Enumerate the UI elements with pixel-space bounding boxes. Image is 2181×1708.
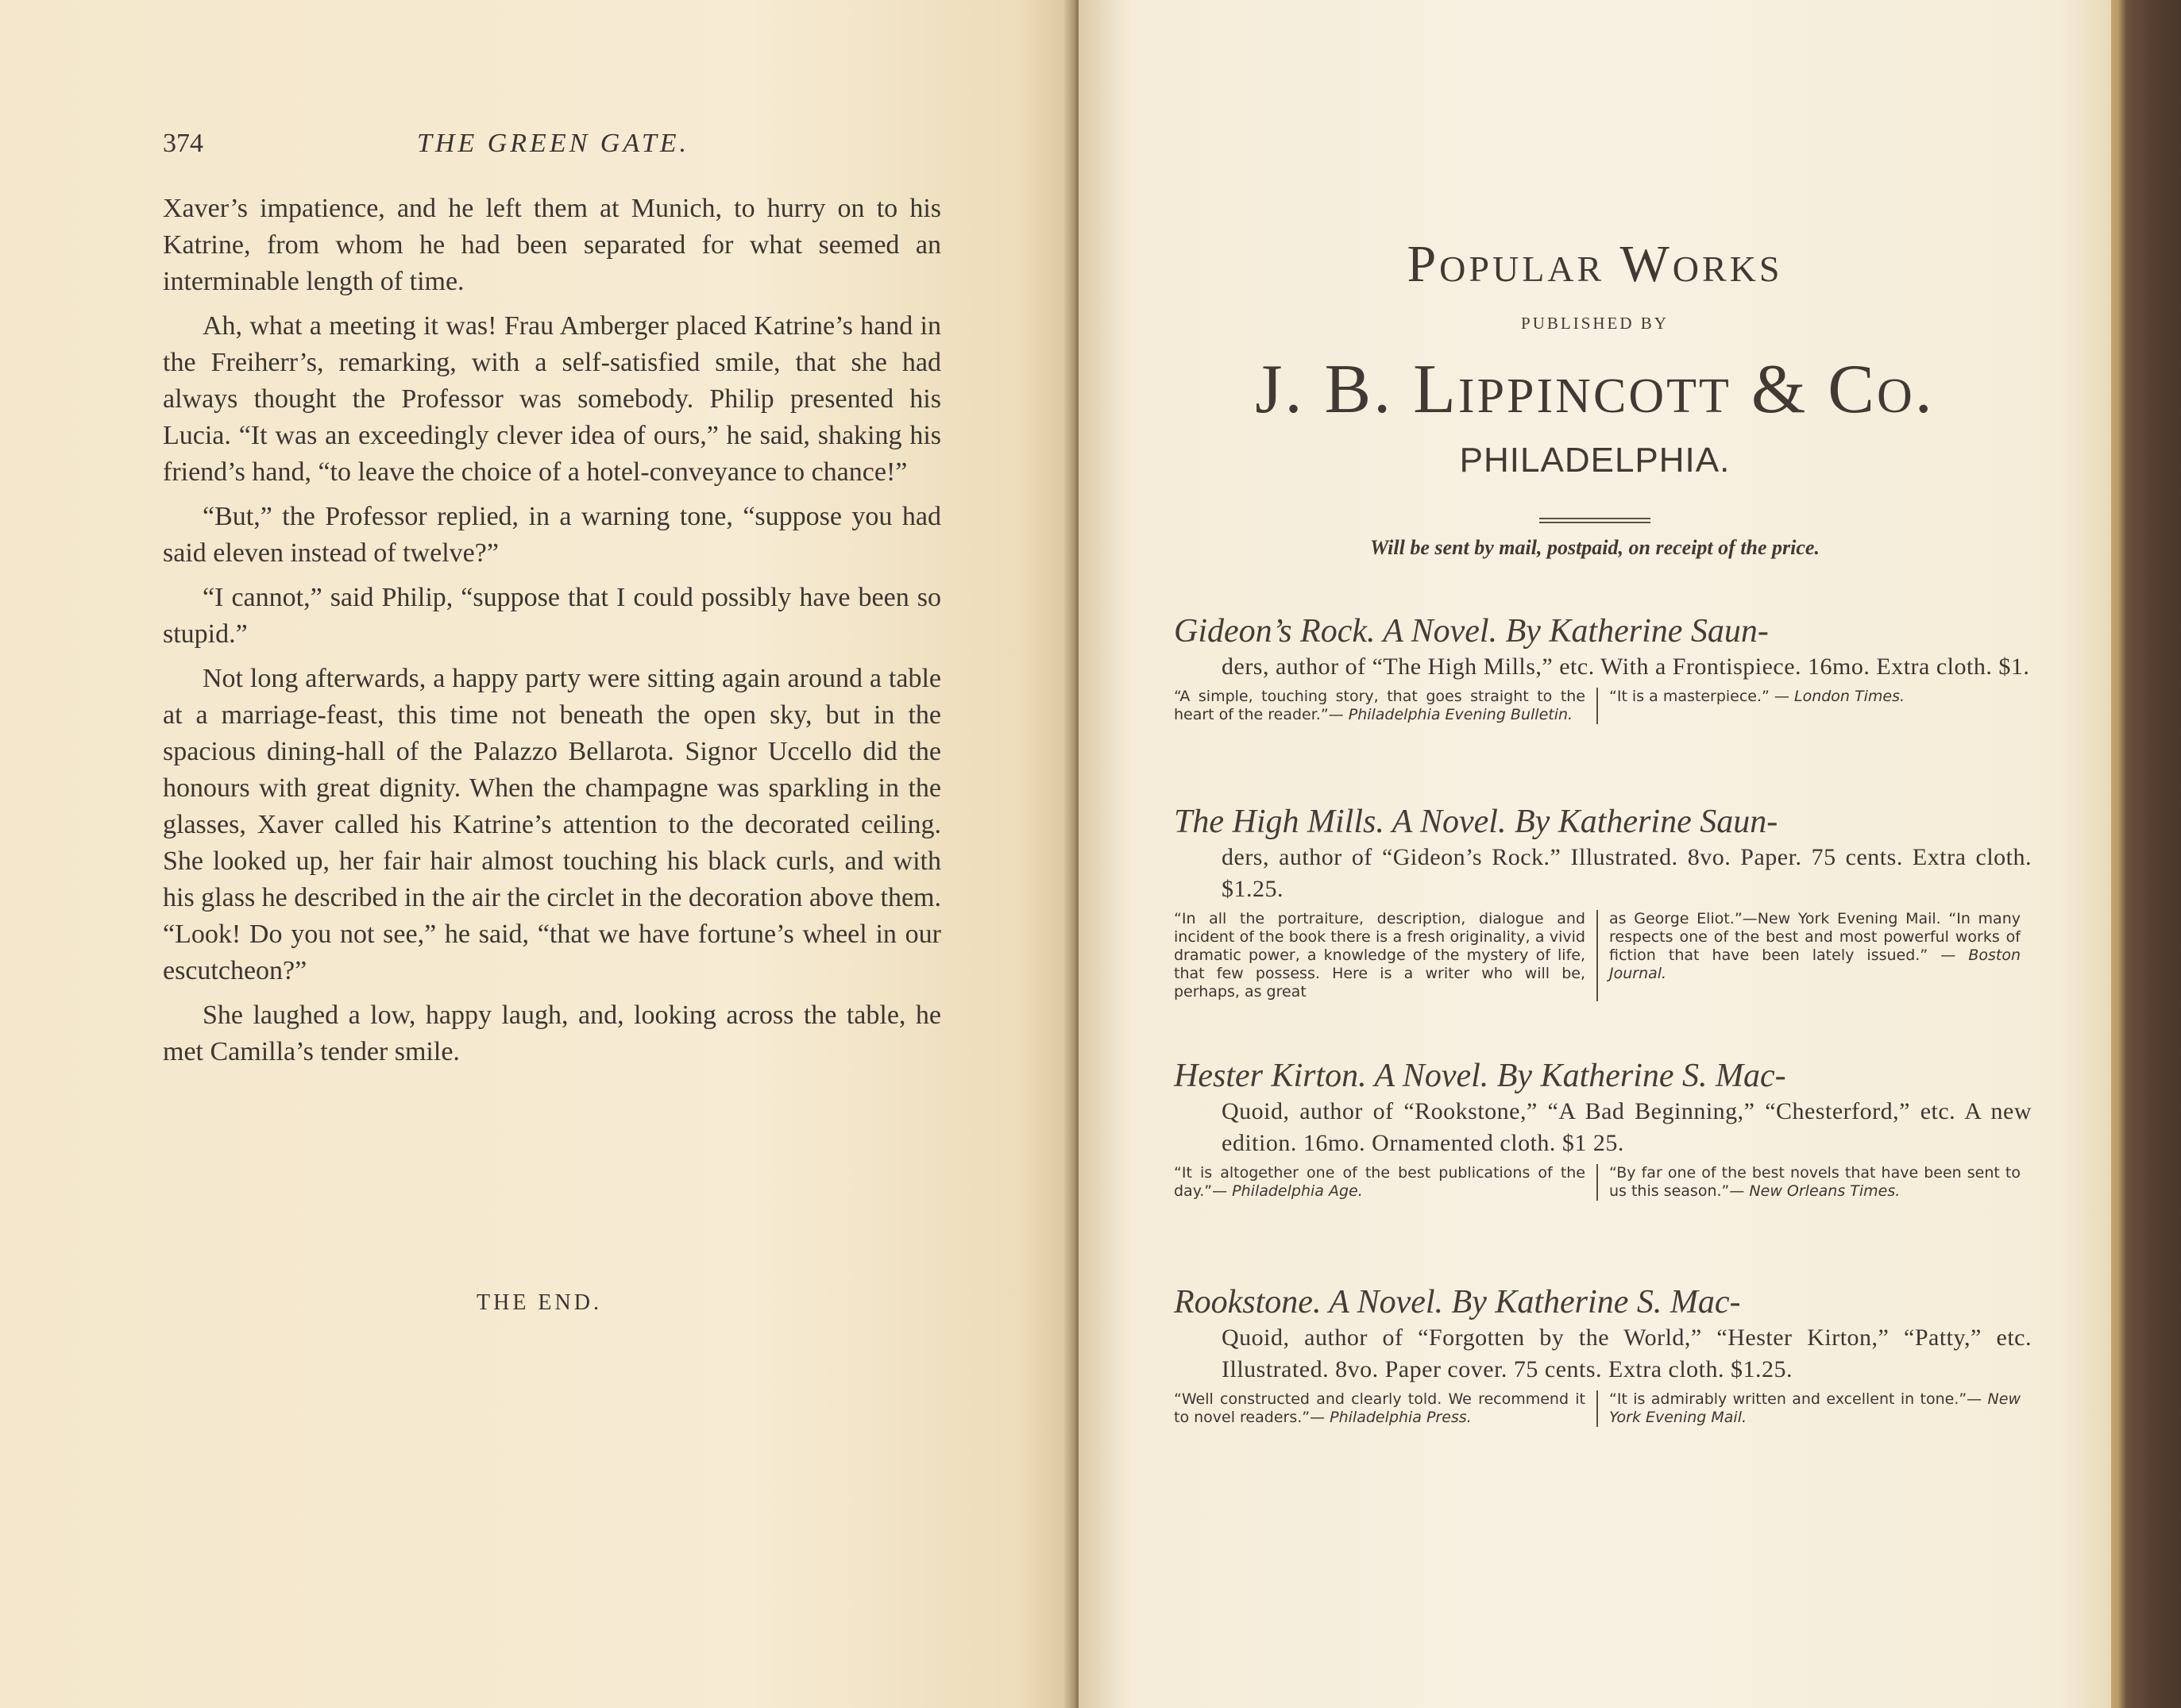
review-source: Philadelphia Age. [1232, 1182, 1363, 1200]
review-right [1598, 910, 2032, 1001]
book-title: The High Mills. A Novel. By Katherine Saun- [1174, 804, 1778, 840]
review-quote: “It is admirably written and excellent in tone.”— [1609, 1390, 1982, 1408]
reviews [1174, 1390, 2032, 1427]
publisher-city: PHILADELPHIA. [1459, 441, 1731, 480]
book-entry [1174, 802, 2032, 1001]
running-title: THE GREEN GATE. [417, 129, 690, 158]
review-quote: “By far one of the best novels that have been sent to us this season.”— [1609, 1164, 2021, 1200]
divider-rule [1539, 518, 1650, 519]
paragraph: Ah, what a meeting it was! Frau Amberger placed Katrine’s hand in the Freiherr’s, remarking, with a self-satisfied smile, that she had always thought the Professor was somebody. Philip presented his Lucia. “It was an exceedingly clever idea of ours,” he said, shaking his friend’s hand, “to leave the choice of a hotel-conveyance to chance!” [163, 311, 941, 487]
book-details: ders, author of “The High Mills,” etc. With a Frontispiece. 16mo. Extra cloth. $1. [1222, 654, 2030, 680]
page-number: 374 [163, 129, 203, 158]
paragraph: She laughed a low, happy laugh, and, looking across the table, he met Camilla’s tender smile. [163, 1001, 941, 1066]
reviews [1174, 1164, 2032, 1201]
book-title: Hester Kirton. A Novel. By Katherine S. Mac- [1174, 1058, 1786, 1094]
body-text [163, 191, 941, 1078]
mail-note: Will be sent by mail, postpaid, on receipt of the price. [1370, 536, 1820, 559]
review-quote: as George Eliot.”—New York Evening Mail. “In many respects one of the best and most powerful works of fiction that have been lately issued.” — [1609, 910, 2021, 964]
paragraph: Xaver’s impatience, and he left them at Munich, to hurry on to his Katrine, from whom he had been separated for what seemed an interminable length of time. [163, 194, 941, 296]
review-left [1174, 688, 1598, 724]
review-left [1174, 1164, 1598, 1201]
review-quote: “It is a masterpiece.” — [1609, 688, 1789, 705]
reviews [1174, 910, 2032, 1001]
book-details: Quoid, author of “Forgotten by the World,” “Hester Kirton,” “Patty,” etc. Illustrated. 8vo. Paper cover. 75 cents. Extra cloth. $1.25. [1222, 1324, 2032, 1382]
review-quote: “In all the portraiture, description, dialogue and incident of the book there is a fresh originality, a vivid dramatic power, a knowledge of the mystery of life, that few possess. Here is a writer who will be, perhaps, as great [1174, 910, 1585, 1001]
review-source: Boston Journal. [1609, 947, 2021, 982]
review-right [1598, 1390, 2032, 1427]
book-entry [1174, 1282, 2032, 1427]
review-source: New Orleans Times. [1749, 1182, 1901, 1200]
book-title: Rookstone. A Novel. By Katherine S. Mac- [1174, 1284, 1741, 1321]
review-right [1598, 688, 2032, 724]
review-source: Philadelphia Press. [1330, 1409, 1472, 1426]
right-page [1079, 0, 2111, 1708]
reviews [1174, 688, 2032, 724]
paragraph: Not long afterwards, a happy party were sitting again around a table at a marriage-feast, this time not beneath the open sky, but in the spacious dining-hall of the Palazzo Bellarota. Signor Uccello did the honours with great dignity. When the champagne was sparkling in the glasses, Xaver called his Katrine’s attention to the decorated ceiling. She looked up, her fair hair almost touching his black curls, and with his glass he described in the air the circlet in the decoration above them. “Look! Do you not see,” he said, “that we have fortune’s wheel in our escutcheon?” [163, 664, 941, 985]
left-page [0, 0, 1074, 1708]
book-entry [1174, 611, 2032, 724]
review-right [1598, 1164, 2032, 1201]
the-end: THE END. [477, 1290, 602, 1315]
review-quote: “A simple, touching story, that goes straight to the heart of the reader.”— [1174, 688, 1585, 723]
review-source: New York Evening Mail. [1609, 1390, 2021, 1426]
book-title: Gideon’s Rock. A Novel. By Katherine Saun- [1174, 613, 1769, 650]
review-left [1174, 910, 1598, 1001]
book-cover-edge [2111, 0, 2181, 1708]
book-details: Quoid, author of “Rookstone,” “A Bad Beginning,” “Chesterford,” etc. A new edition. 16mo. Ornamented cloth. $1 25. [1222, 1098, 2032, 1156]
paragraph: “I cannot,” said Philip, “suppose that I could possibly have been so stupid.” [163, 583, 941, 649]
book-entry [1174, 1056, 2032, 1201]
review-source: London Times. [1793, 688, 1905, 705]
published-by: PUBLISHED BY [1521, 314, 1669, 333]
ad-heading: Popular Works [1407, 235, 1783, 293]
review-source: Philadelphia Evening Bulletin. [1348, 706, 1573, 723]
publisher-name: J. B. Lippincott & Co. [1255, 351, 1935, 428]
review-quote: “It is altogether one of the best publications of the day.”— [1174, 1164, 1585, 1200]
review-quote: “Well constructed and clearly told. We recommend it to novel readers.”— [1174, 1390, 1585, 1426]
paragraph: “But,” the Professor replied, in a warning tone, “suppose you had said eleven instead of twelve?” [163, 502, 941, 568]
book-details: ders, author of “Gideon’s Rock.” Illustrated. 8vo. Paper. 75 cents. Extra cloth. $1.25. [1222, 844, 2032, 902]
review-left [1174, 1390, 1598, 1427]
